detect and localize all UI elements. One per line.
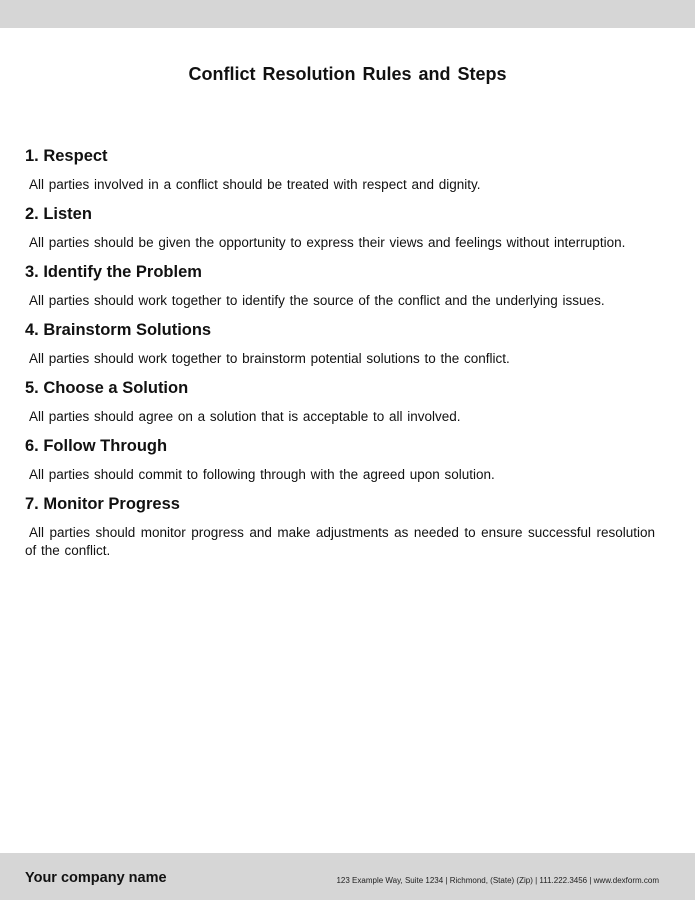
section-monitor-progress [25, 493, 655, 560]
section-body: All parties should work together to identify the source of the conflict and the underlying issues. [29, 293, 605, 308]
section-respect [25, 145, 655, 194]
footer-address: 123 Example Way, Suite 1234 | Richmond, (State) (Zip) | 111.222.3456 | www.dexform.com [336, 876, 659, 885]
section-heading: 2. Listen [25, 205, 92, 223]
section-body: All parties should work together to brainstorm potential solutions to the conflict. [29, 351, 510, 366]
section-heading: 7. Monitor Progress [25, 495, 180, 513]
section-heading: 6. Follow Through [25, 437, 168, 455]
section-body: All parties should be given the opportunity to express their views and feelings without interruption. [29, 235, 626, 250]
section-choose-solution [25, 377, 655, 426]
section-brainstorm-solutions [25, 319, 655, 368]
page-title: Conflict Resolution Rules and Steps [188, 64, 507, 84]
section-heading: 3. Identify the Problem [25, 263, 202, 281]
sections-list [25, 145, 655, 569]
section-follow-through [25, 435, 655, 484]
section-body: All parties should agree on a solution that is acceptable to all involved. [29, 409, 461, 424]
section-heading: 5. Choose a Solution [25, 379, 189, 397]
section-identify-problem [25, 261, 655, 310]
section-body: All parties involved in a conflict should be treated with respect and dignity. [29, 177, 481, 192]
footer-company-name: Your company name [25, 870, 167, 886]
footer-band [0, 853, 695, 900]
section-listen [25, 203, 655, 252]
section-body: All parties should commit to following through with the agreed upon solution. [29, 467, 495, 482]
section-body: All parties should monitor progress and make adjustments as needed to ensure successful resolution of the conflict. [25, 525, 655, 558]
top-band [0, 0, 695, 28]
section-heading: 4. Brainstorm Solutions [25, 321, 212, 339]
section-heading: 1. Respect [25, 147, 108, 165]
